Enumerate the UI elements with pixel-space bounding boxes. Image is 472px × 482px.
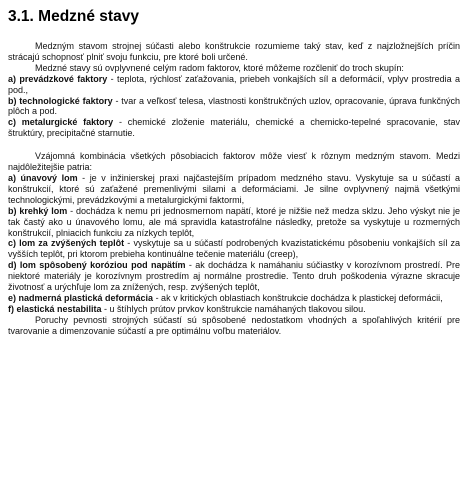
state-label: e) nadmerná plastická deformácia xyxy=(8,292,154,303)
state-text: - vyskytuje sa u súčastí podrobených kvazistatickému pôsobeniu vonkajších síl za vyšších teplôt, pri ktorom prebieha kontinuálne tečenie materiálu (creep), xyxy=(8,238,460,260)
state-text: - u štíhlych prútov prvkov konštrukcie namáhaných tlakovou silou. xyxy=(101,303,366,314)
state-item-elastic-instability xyxy=(8,304,460,315)
combination-paragraph: Vzájomná kombinácia všetkých pôsobiacich faktorov môže viesť k rôznym medzným stavom. Medzi najdôležitejšie patria: xyxy=(8,151,460,173)
factor-label: a) prevádzkové faktory xyxy=(8,73,108,84)
state-text: - ak v kritických oblastiach konštrukcie dochádza k plastickej deformácii, xyxy=(153,292,443,303)
state-label: a) únavový lom xyxy=(8,172,78,183)
intro-paragraph-2: Medzné stavy sú ovplyvnené celým radom faktorov, ktoré môžeme rozčleniť do troch skupín: xyxy=(35,62,404,73)
state-text: - dochádza k nemu pri jednosmernom napätí, ktoré je nižšie než medza sklzu. Jeho výskyt nie je tak častý ako u únavového lomu, ale má spravidla katastrofálne následky, pretože sa vyskytuje u rozmerných konštrukcií, plniacich funkciu za nízkych teplôt, xyxy=(8,205,460,238)
state-item-plastic-deformation xyxy=(8,293,460,304)
factor-text: - teplota, rýchlosť zaťažovania, priebeh vonkajších síl a deformácií, vplyv prostredia a pod., xyxy=(8,73,460,95)
factor-item-technological xyxy=(8,96,460,118)
state-item-brittle xyxy=(8,206,460,239)
factor-text: - tvar a veľkosť telesa, vlastnosti konštrukčných uzlov, opracovanie, úprava funkčných plôch a pod. xyxy=(8,95,460,117)
closing-paragraph: Poruchy pevnosti strojných súčastí sú spôsobené nedostatkom vhodných a spoľahlivých kritérií pre tvarovanie a dimenzovanie súčastí a pre optimálnu voľbu materiálov. xyxy=(8,314,460,336)
state-label: c) lom za zvýšených teplôt xyxy=(8,238,125,249)
state-text: - ak dochádza k namáhaniu súčiastky v korozívnom prostredí. Pre niektoré materiály je korozívnym prostredím aj normálne prostredie. Tento druh poškodenia výrazne skracuje životnosť a urýchľuje lom za znížených, resp. zvýšených teplôt, xyxy=(8,260,460,293)
state-item-creep xyxy=(8,238,460,260)
state-item-stress-corrosion xyxy=(8,260,460,293)
state-item-fatigue xyxy=(8,173,460,206)
factor-label: b) technologické faktory xyxy=(8,95,113,106)
factor-text: - chemické zloženie materiálu, chemické a chemicko-tepelné spracovanie, stav štruktúry, precipitačné starnutie. xyxy=(8,117,461,139)
state-label: d) lom spôsobený koróziou pod napätím xyxy=(8,260,186,271)
document-body xyxy=(8,41,460,337)
intro-paragraph-1: Medzným stavom strojnej súčasti alebo konštrukcie rozumieme taký stav, keď z najzložnejších príčin strácajú schopnosť plniť svoju funkciu, pre ktoré boli určené. xyxy=(8,41,460,62)
factor-item-metallurgical xyxy=(8,117,460,139)
state-label: b) krehký lom xyxy=(8,205,68,216)
factor-item-operational xyxy=(8,74,460,96)
section-heading: 3.1. Medzné stavy xyxy=(8,8,139,25)
state-label: f) elastická nestabilita xyxy=(8,303,102,314)
state-text: - je v inžinierskej praxi najčastejším prípadom medzného stavu. Vyskytuje sa u súčastí a konštrukcií, ktoré sú zaťažené premenlivými silami a deformáciami. Je silne ovplyvnený najmä všetkými technologickými, prevádzkovými a metalurgickými faktormi, xyxy=(8,172,460,205)
factor-label: c) metalurgické faktory xyxy=(8,117,114,128)
